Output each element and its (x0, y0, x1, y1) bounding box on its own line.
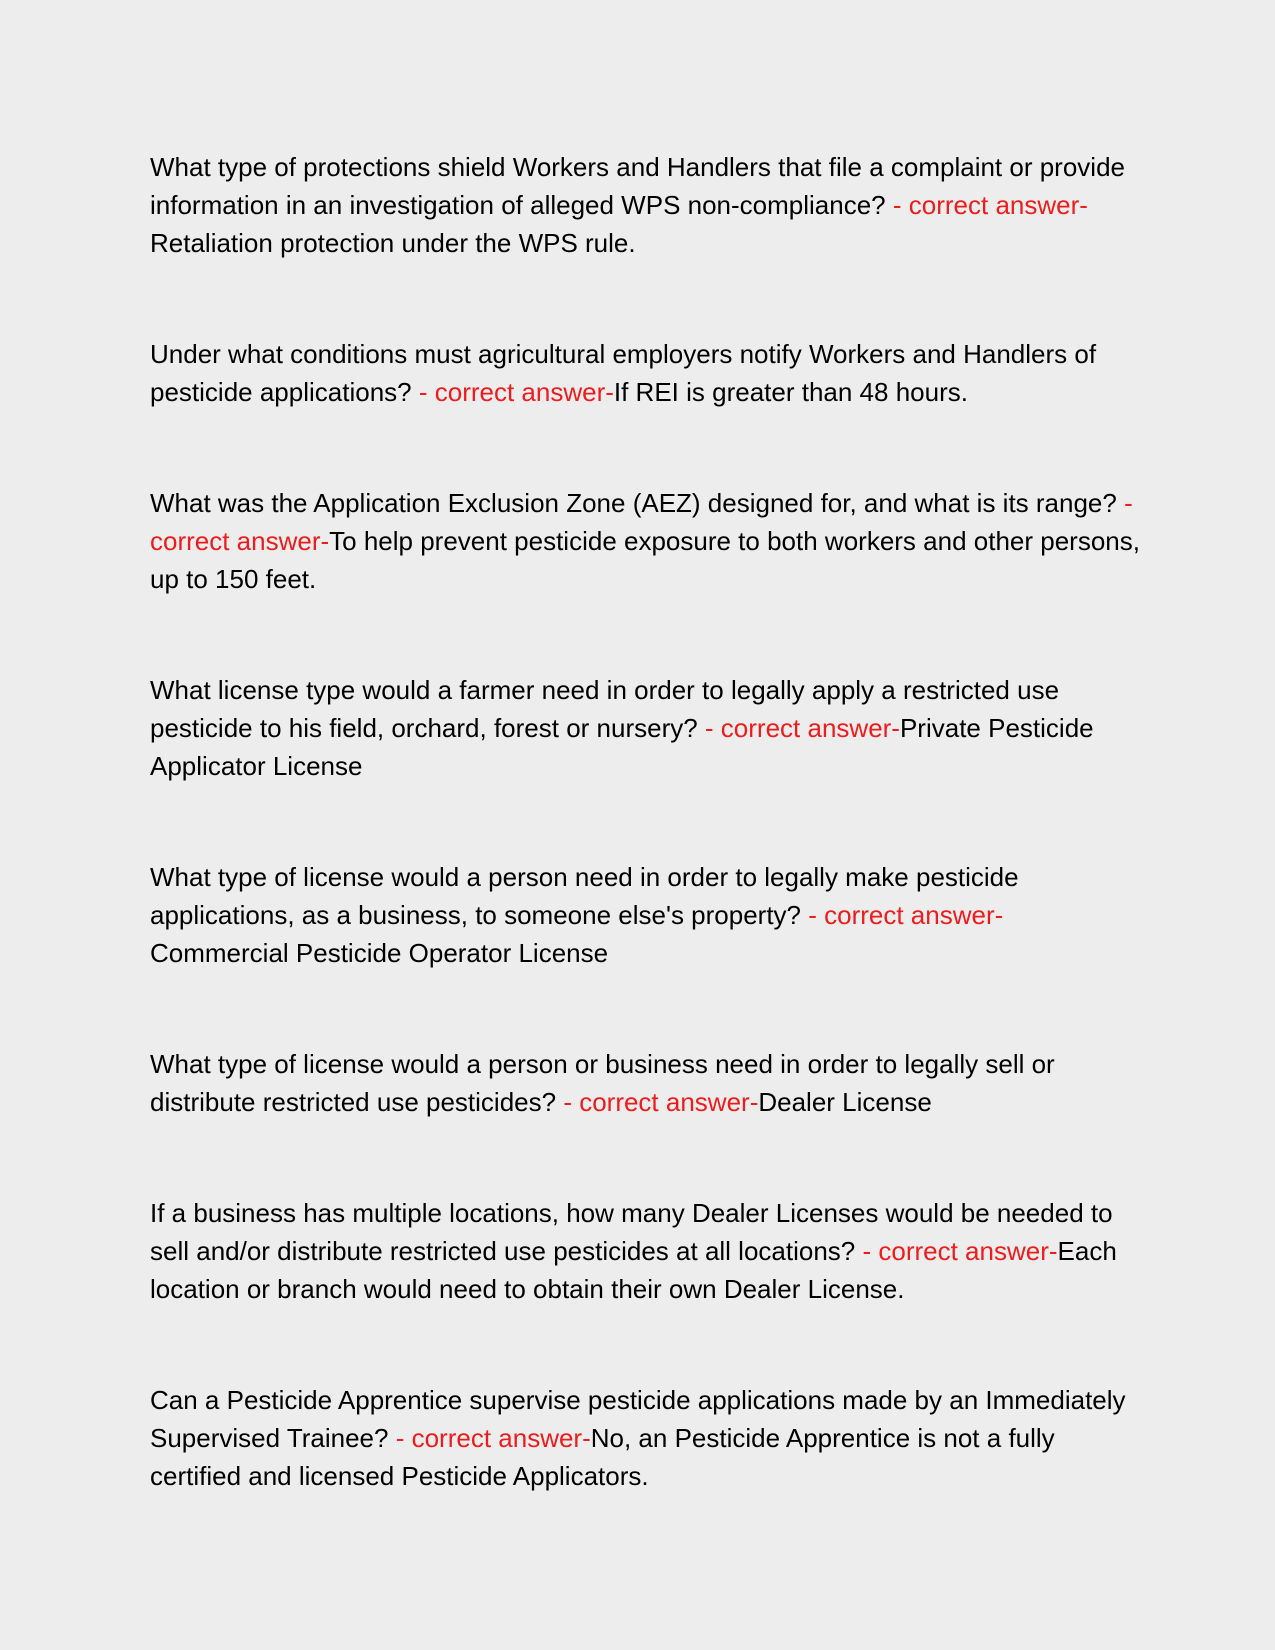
document-page (150, 148, 1140, 1568)
answer-text: Commercial Pesticide Operator License (150, 938, 609, 968)
question-text: What type of license would a person or business need in order to legally sell or distribute restricted use pesticides? (150, 1049, 1055, 1117)
correct-answer-marker: - correct answer- (801, 900, 1004, 930)
correct-answer-marker: - correct answer- (855, 1236, 1058, 1266)
correct-answer-marker: - correct answer- (388, 1423, 591, 1453)
correct-answer-marker: - correct answer- (885, 190, 1088, 220)
question-text: If a business has multiple locations, how many Dealer Licenses would be needed to sell and/or distribute restricted use pesticides at all locations? (150, 1198, 1113, 1266)
qa-entry-4 (150, 671, 1140, 785)
correct-answer-marker: - correct answer- (697, 713, 900, 743)
question-text: What license type would a farmer need in order to legally apply a restricted use pesticide to his field, orchard, forest or nursery? (150, 675, 1060, 743)
answer-text: If REI is greater than 48 hours. (613, 377, 968, 407)
question-text: Under what conditions must agricultural employers notify Workers and Handlers of pesticide applications? (150, 339, 1097, 407)
correct-answer-marker: - correct answer- (556, 1087, 759, 1117)
qa-entry-3 (150, 484, 1140, 598)
question-text: What type of license would a person need in order to legally make pesticide applications, as a business, to someone else's property? (150, 862, 1019, 930)
qa-entry-1 (150, 148, 1140, 262)
qa-entry-5 (150, 858, 1140, 972)
correct-answer-marker: - correct answer- (150, 488, 1133, 556)
answer-text: To help prevent pesticide exposure to both workers and other persons, up to 150 feet. (150, 526, 1140, 594)
answer-text: No, an Pesticide Apprentice is not a fully certified and licensed Pesticide Applicators. (150, 1423, 1055, 1491)
question-text: Can a Pesticide Apprentice supervise pesticide applications made by an Immediately Supervised Trainee? (150, 1385, 1126, 1453)
qa-entry-7 (150, 1194, 1140, 1308)
answer-text: Retaliation protection under the WPS rule. (150, 228, 636, 258)
answer-text: Each location or branch would need to obtain their own Dealer License. (150, 1236, 1117, 1304)
correct-answer-marker: - correct answer- (411, 377, 614, 407)
qa-entry-6 (150, 1045, 1140, 1121)
question-text: What type of protections shield Workers and Handlers that file a complaint or provide information in an investigation of alleged WPS non-compliance? (150, 152, 1125, 220)
question-text: What was the Application Exclusion Zone (AEZ) designed for, and what is its range? (150, 488, 1117, 518)
qa-entry-2 (150, 335, 1140, 411)
qa-entry-8 (150, 1381, 1140, 1495)
answer-text: Dealer License (758, 1087, 932, 1117)
answer-text: Private Pesticide Applicator License (150, 713, 1094, 781)
